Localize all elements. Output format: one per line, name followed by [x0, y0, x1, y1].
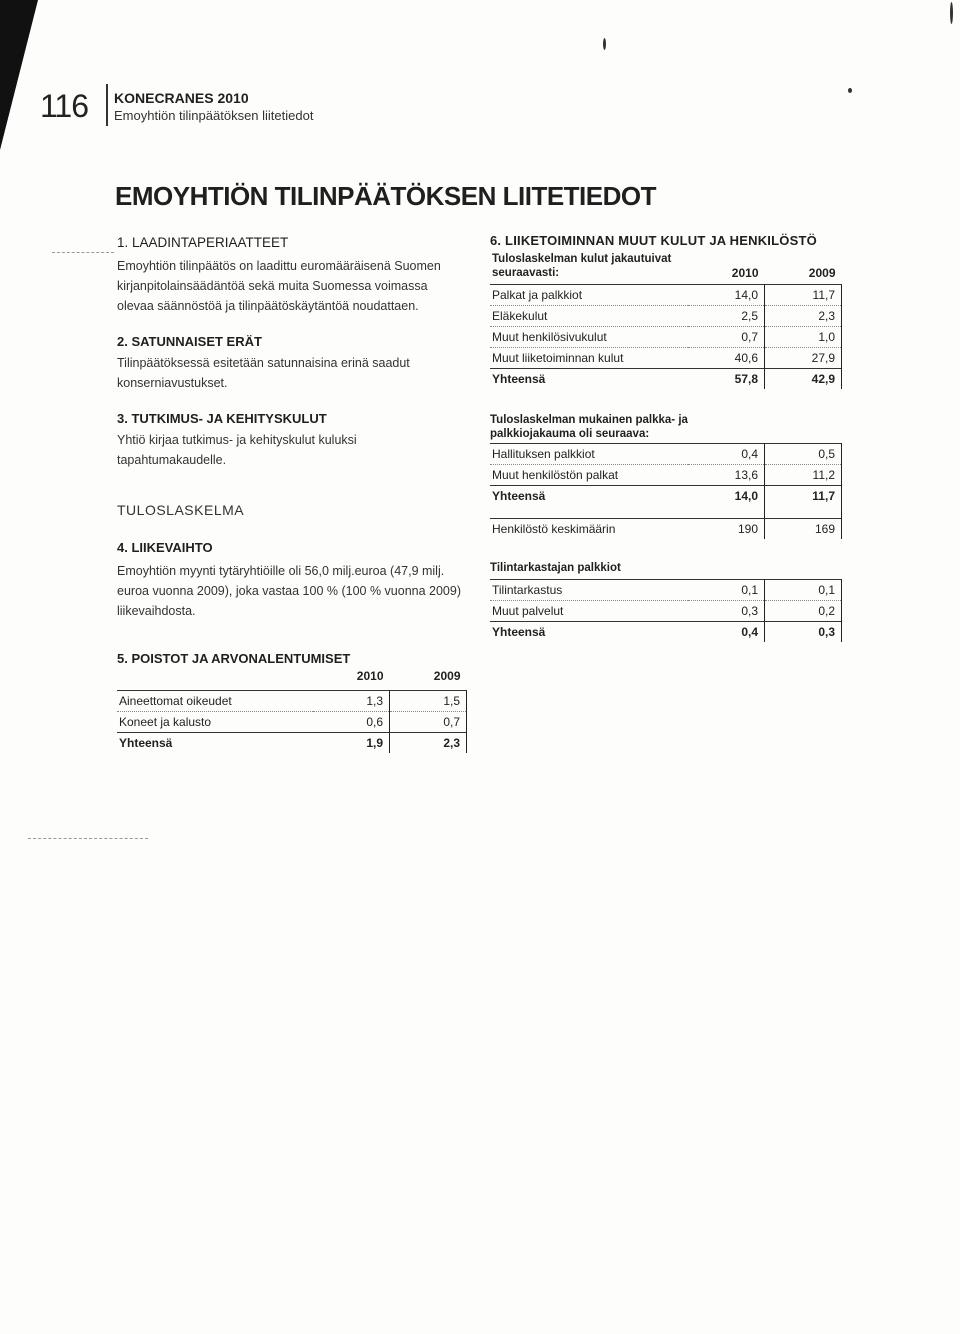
row-value-2010: 0,4: [688, 444, 765, 465]
scan-corner-mark: [0, 0, 38, 150]
row-label: Hallituksen palkkiot: [490, 444, 688, 465]
total-label: Yhteensä: [119, 736, 173, 750]
scan-speck: [603, 38, 606, 50]
row-value-2009: 1,0: [765, 327, 842, 348]
scan-artifact-line: [28, 838, 148, 840]
year-header-2010: 2010: [731, 266, 759, 280]
total-value-2010: 1,9: [313, 733, 390, 754]
row-label: Henkilöstö keskimäärin: [492, 522, 616, 536]
row-label: Muut liiketoiminnan kulut: [492, 351, 624, 365]
total-value-2009: 42,9: [765, 369, 842, 390]
total-value-2009: 0,3: [765, 622, 842, 643]
table-2-heading-line-2: palkkiojakauma oli seuraava:: [490, 428, 650, 440]
header-subtitle: Emoyhtiön tilinpäätöksen liitetiedot: [114, 108, 314, 123]
scan-artifact-line: [52, 252, 114, 254]
scan-speck: [848, 88, 852, 93]
total-label: Yhteensä: [492, 489, 546, 503]
table-row: [490, 465, 842, 486]
year-header-2009: 2009: [433, 669, 461, 683]
table-total-row: [490, 622, 842, 643]
row-value-2010: 40,6: [688, 348, 765, 369]
row-label: Palkat ja palkkiot: [490, 285, 688, 306]
row-value-2009: 2,3: [765, 306, 842, 327]
row-value-2009: 0,1: [765, 580, 842, 601]
table-total-row: [117, 733, 467, 754]
section-1-text: Emoyhtiön tilinpäätös on laadittu euromääräisenä Suomen kirjanpitolainsäädäntöä sekä muita Suomessa voimassa olevaa säännöstöä ja tilinpäätöskäytäntöä noudattaen.: [117, 259, 441, 313]
table-row: [490, 327, 842, 348]
table-row: [490, 348, 842, 369]
section-3-text: Yhtiö kirjaa tutkimus- ja kehityskulut kuluksi tapahtumakaudelle.: [117, 433, 357, 467]
section-2-title: 2. SATUNNAISET ERÄT: [117, 334, 262, 349]
section-5-title: 5. POISTOT JA ARVONALENTUMISET: [117, 651, 351, 666]
year-header-2010: 2010: [356, 669, 384, 683]
row-label: Muut henkilösivukulut: [490, 327, 688, 348]
total-value-2010: 14,0: [688, 486, 765, 507]
row-label: Koneet ja kalusto: [119, 715, 212, 729]
row-value-2010: 0,1: [688, 580, 765, 601]
table-1-heading-line-2: seuraavasti:: [492, 267, 560, 279]
section-4-text: Emoyhtiön myynti tytäryhtiöille oli 56,0 milj.euroa (47,9 milj. euroa vuonna 2009), joka vastaa 100 % (100 % vuonna 2009) liikevaihdosta.: [117, 564, 461, 618]
total-label: Yhteensä: [492, 372, 546, 386]
total-value-2010: 0,4: [688, 622, 765, 643]
section-3-title: 3. TUTKIMUS- JA KEHITYSKULUT: [117, 411, 327, 426]
table-header-row: [490, 252, 842, 280]
table-row: [490, 444, 842, 465]
row-label: Muut henkilöstön palkat: [492, 468, 619, 482]
row-value-2010: 0,3: [688, 601, 765, 622]
section-6-title: 6. LIIKETOIMINNAN MUUT KULUT JA HENKILÖSTÖ: [490, 233, 817, 248]
table-total-row: [490, 369, 842, 390]
auditor-fees-table: [490, 579, 842, 642]
row-value-2009: 0,7: [390, 712, 467, 733]
row-label: Eläkekulut: [490, 306, 688, 327]
row-value-2009: 0,5: [765, 444, 842, 465]
expenses-table: [490, 252, 842, 389]
row-value-2009: 11,2: [765, 465, 842, 486]
table-row: [117, 691, 467, 712]
table-row: [490, 306, 842, 327]
row-value-2010: 0,6: [313, 712, 390, 733]
table-total-row: [490, 486, 842, 507]
row-value-2010: 13,6: [688, 465, 765, 486]
table-row: [490, 601, 842, 622]
salary-table: [490, 443, 842, 539]
row-value-2009: 169: [765, 519, 842, 540]
row-value-2010: 1,3: [313, 691, 390, 712]
row-label: Muut palvelut: [492, 604, 564, 618]
scan-speck: [950, 2, 953, 24]
table-row: [490, 285, 842, 306]
total-value-2009: 2,3: [390, 733, 467, 754]
row-value-2009: 0,2: [765, 601, 842, 622]
total-value-2010: 57,8: [688, 369, 765, 390]
table-2-heading: [490, 413, 842, 441]
right-column: [490, 233, 842, 642]
table-2-heading-line-1: Tuloslaskelman mukainen palkka- ja: [490, 414, 688, 426]
table-header-row: [117, 666, 467, 686]
company-title: KONECRANES 2010: [114, 90, 249, 106]
row-value-2009: 11,7: [765, 285, 842, 306]
header-divider: [106, 84, 108, 126]
row-value-2010: 2,5: [688, 306, 765, 327]
table-1-heading-line-1: Tuloslaskelman kulut jakautuivat: [492, 253, 672, 265]
table-row: [490, 580, 842, 601]
year-header-2009: 2009: [808, 266, 836, 280]
table-row: [490, 519, 842, 540]
total-label: Yhteensä: [492, 625, 546, 639]
row-value-2010: 190: [688, 519, 765, 540]
left-column: [117, 235, 467, 753]
row-value-2010: 14,0: [688, 285, 765, 306]
section-1-title: 1. LAADINTAPERIAATTEET: [117, 235, 289, 250]
row-value-2010: 0,7: [688, 327, 765, 348]
page-title: EMOYHTIÖN TILINPÄÄTÖKSEN LIITETIEDOT: [115, 181, 656, 211]
section-2-text: Tilinpäätöksessä esitetään satunnaisina erinä saadut konserniavustukset.: [117, 356, 410, 390]
table-row: [117, 712, 467, 733]
row-value-2009: 27,9: [765, 348, 842, 369]
section-4-title: 4. LIIKEVAIHTO: [117, 540, 213, 555]
row-label: Aineettomat oikeudet: [117, 691, 313, 712]
table-4-heading: Tilintarkastajan palkkiot: [490, 562, 621, 574]
section-label-tuloslaskelma: TULOSLASKELMA: [117, 502, 245, 518]
row-label: Tilintarkastus: [490, 580, 688, 601]
total-value-2009: 11,7: [765, 486, 842, 507]
row-value-2009: 1,5: [390, 691, 467, 712]
page-number: 116: [40, 88, 89, 124]
depreciation-table: [117, 666, 467, 753]
